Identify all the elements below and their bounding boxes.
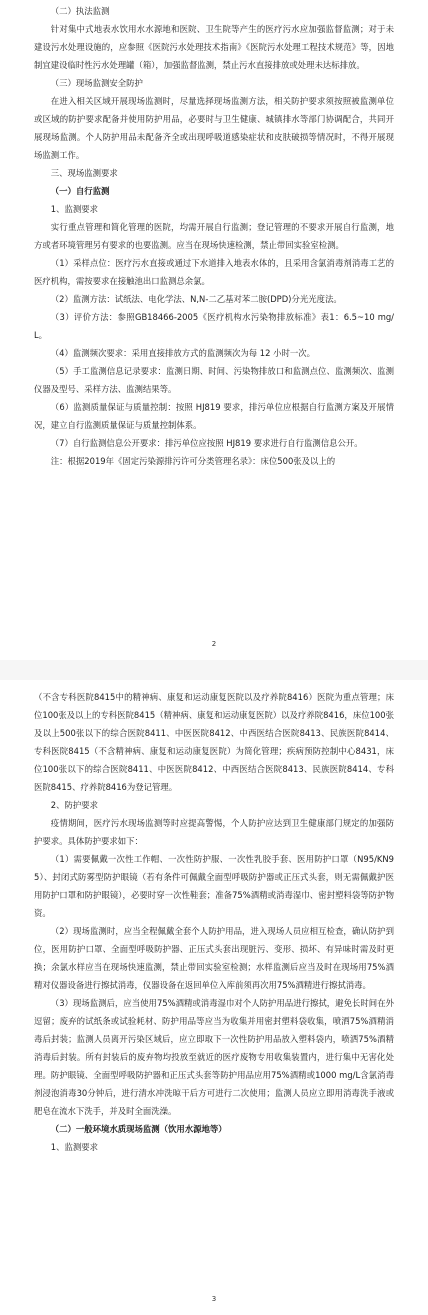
footnote: 注：根据2019年《固定污染源排污许可分类管理名录》：床位500张及以上的 bbox=[50, 456, 336, 466]
heading-safety-protection: （三）现场监测安全防护 bbox=[50, 78, 143, 88]
page-number: 2 bbox=[211, 640, 217, 648]
heading-section-3: 三、现场监测要求 bbox=[50, 168, 118, 178]
page-3-body bbox=[34, 688, 394, 1156]
list-item: （1）采样点位：医疗污水直接或通过下水道排入地表水体的，且采用含氯消毒剂消毒工艺的医疗机构，需按要求在接触池出口监测总余氯。 bbox=[34, 258, 394, 286]
paragraph: 在进入相关区域开展现场监测时，尽量选择现场监测方法，相关防护要求须按照被监测单位或区域的防护要求配备并使用防护用品，必要时与卫生健康、城镇排水等部门协调配合，共同开展现场监测。个人防护用品未配备齐全或出现呼吸道感染症状和皮肤破损等情况时，不得开展现场监测工作。 bbox=[34, 96, 394, 160]
list-item: （4）监测频次要求：采用直接排放方式的监测频次为每 12 小时一次。 bbox=[50, 348, 315, 358]
document-page-3 bbox=[0, 680, 428, 1315]
heading-enforcement-monitoring: （二）执法监测 bbox=[50, 6, 110, 16]
paragraph-continued: （不含专科医院8415中的精神病、康复和运动康复医院以及疗养院8416）医院为重点管理；床位100张及以上的专科医院8415（精神病、康复和运动康复医院）以及疗养院8416，床位100张及以上500张以下的综合医院8411、中医医院8412、中西医结合医院8413、民族医院8414、专科医院8415（不含精神病、康复和运动康复医院）为简化管理；疾病预防控制中心8431，床位100张以下的综合医院8411、中医医院8412、中西医结合医院8413、民族医院8414、专科医院8415、疗养院8416为登记管理。 bbox=[34, 692, 394, 792]
heading-monitoring-requirements: 1、监测要求 bbox=[50, 204, 98, 214]
paragraph: 疫情期间，医疗污水现场监测等时应提高警惕，个人防护应达到卫生健康部门规定的加强防护要求。具体防护要求如下： bbox=[34, 818, 394, 846]
list-item: （6）监测质量保证与质量控制：按照 HJ819 要求，排污单位应根据自行监测方案及开展情况，建立自行监测质量保证与质量控制体系。 bbox=[34, 402, 394, 430]
heading-self-monitoring: （一）自行监测 bbox=[50, 186, 110, 196]
list-item: （2）现场监测时，应当全程佩戴全套个人防护用品，进入现场人员应相互检查，确认防护到位，医用防护口罩、全面型呼吸防护器、正压式头套出现脏污、变形、损坏、有异味时需及时更换；余氯水样应当在现场快速监测，禁止带回实验室检测；水样监测后应当及时在现场用75%酒精对仪器设备进行擦拭消毒，仪器设备在返回单位入库前须再次用75%酒精进行擦拭消毒。 bbox=[34, 926, 394, 990]
list-item: （3）评价方法：参照GB18466-2005《医疗机构水污染物排放标准》表1：6.5~10 mg/L。 bbox=[34, 312, 394, 340]
page-separator bbox=[0, 660, 428, 680]
list-item: （1）需要佩戴一次性工作帽、一次性防护服、一次性乳胶手套、医用防护口罩（N95/KN95）、封闭式防雾型防护眼镜（若有条件可佩戴全面型呼吸防护器或正压式头套，则无需佩戴护医用防护口罩和防护眼镜），必要时穿一次性鞋套；准备75%酒精或消毒湿巾、密封塑料袋等防护物资。 bbox=[34, 854, 394, 918]
page-2-body bbox=[34, 2, 394, 470]
paragraph: 实行重点管理和简化管理的医院，均需开展自行监测；登记管理的不要求开展自行监测，地方或者环境管理另有要求的也要监测。应当在现场快速检测，禁止带回实验室检测。 bbox=[34, 222, 394, 250]
list-item: （5）手工监测信息记录要求：监测日期、时间、污染物排放口和监测点位、监测频次、监测仪器及型号、采样方法、监测结果等。 bbox=[34, 366, 394, 394]
list-item: （2）监测方法：试纸法、电化学法、N,N-二乙基对苯二胺(DPD)分光光度法。 bbox=[50, 294, 342, 304]
heading-protection-requirements: 2、防护要求 bbox=[50, 800, 98, 810]
list-item: （3）现场监测后，应当使用75%酒精或消毒湿巾对个人防护用品进行擦拭，避免长时间在外逗留；废弃的试纸条或试验耗材、防护用品等应当为收集并用密封塑料袋收集，喷洒75%酒精消毒后封装；监测人员离开污染区域后，应立即取下一次性防护用品放入塑料袋内，喷洒75%酒精消毒后封装。所有封装后的废弃物均投放至就近的医疗废物专用收集装置内，进行集中无害化处理。防护眼镜、全面型呼吸防护器和正压式头套等防护用品应用75%酒精或1000 mg/L含氯消毒剂浸泡消毒30分钟后，进行清水冲洗晾干后方可进行二次使用；监测人员应立即用消毒洗手液或肥皂在流水下洗手，并及时全面洗澡。 bbox=[34, 998, 394, 1116]
heading-general-water-monitoring: （二）一般环境水质现场监测（饮用水源地等） bbox=[50, 1124, 227, 1134]
page-number: 3 bbox=[211, 1295, 217, 1303]
list-item: （7）自行监测信息公开要求：排污单位应按照 HJ819 要求进行自行监测信息公开。 bbox=[50, 438, 363, 448]
paragraph: 针对集中式地表水饮用水水源地和医院、卫生院等产生的医疗污水应加强监督监测；对于未建设污水处理设施的，应参照《医院污水处理技术指南》《医院污水处理工程技术规范》等，因地制宜建设临时性污水处理罐（箱），加强监督监测，禁止污水直接排放或处理未达标排放。 bbox=[34, 24, 394, 70]
heading-monitoring-requirements: 1、监测要求 bbox=[50, 1142, 98, 1152]
